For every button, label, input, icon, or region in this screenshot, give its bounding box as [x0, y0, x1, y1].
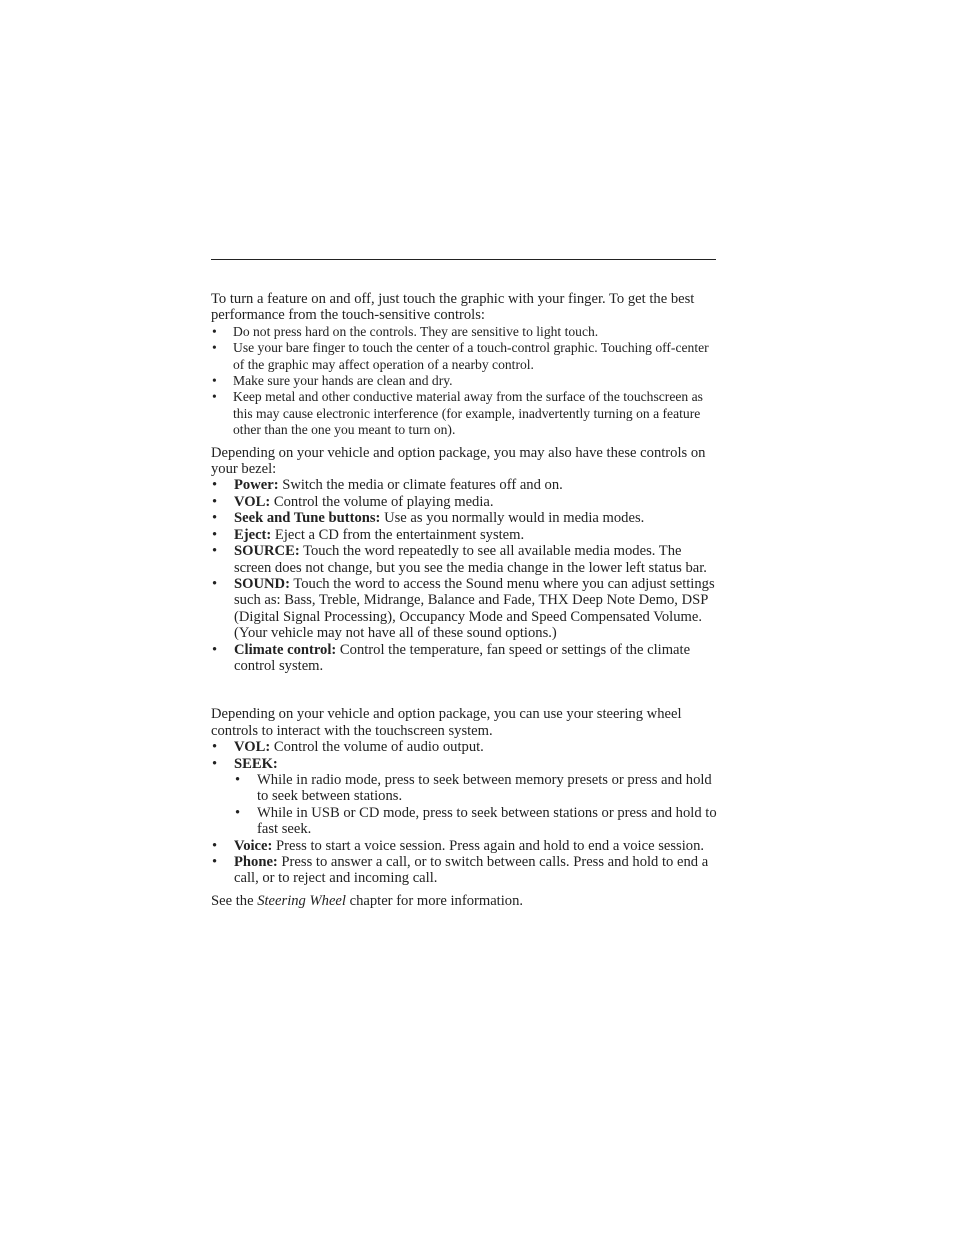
item-text: Touch the word to access the Sound menu where you can adjust settings such as: Bass, Treble, Midrange, Balance and Fade, THX Deep Note Demo, DSP (Digital Signal Processing), Occupancy Mode and Speed Compensated Volume. (Your vehicle may not have all of these sound options.): [234, 575, 715, 642]
list-item: [211, 510, 717, 526]
item-label: VOL:: [234, 493, 271, 510]
steering-controls-list: [211, 739, 717, 887]
steering-intro: Depending on your vehicle and option package, you can use your steering wheel controls to interact with the touchscreen system.: [211, 706, 682, 739]
bezel-intro: Depending on your vehicle and option package, you may also have these controls on your bezel:: [211, 444, 706, 478]
item-label: Eject:: [234, 526, 272, 543]
item-label: Phone:: [234, 854, 278, 870]
see-also-note: [211, 893, 717, 909]
item-label: VOL:: [234, 739, 271, 756]
list-item: [211, 756, 717, 838]
list-item: [211, 642, 717, 675]
item-label: SEEK:: [234, 755, 278, 772]
item-label: Power:: [234, 477, 279, 494]
list-item: • Use your bare finger to touch the center of a touch-control graphic. Touching off-center of the graphic may affect operation of a nearby control.: [211, 340, 717, 373]
list-item: [211, 527, 717, 543]
list-item: [211, 576, 717, 642]
page-body: [211, 291, 717, 909]
item-text: Use as you normally would in media modes.: [380, 510, 645, 527]
see-also-after: chapter for more information.: [345, 892, 524, 909]
item-text: Touch the word repeatedly to see all available media modes. The screen does not change, but you see the media change in the lower left status bar.: [234, 543, 707, 576]
item-label: Seek and Tune buttons:: [234, 510, 381, 527]
list-item: [211, 477, 717, 493]
item-label: SOURCE:: [234, 543, 300, 560]
item-label: Climate control:: [234, 641, 337, 658]
list-item: • Make sure your hands are clean and dry.: [211, 373, 717, 389]
list-item: • While in USB or CD mode, press to seek between stations or press and hold to fast seek.: [234, 805, 717, 838]
list-item: [211, 739, 717, 755]
list-item: [211, 838, 717, 854]
item-text: Press to answer a call, or to switch between calls. Press and hold to end a call, or to reject and incoming call.: [234, 854, 709, 887]
item-text: Switch the media or climate features off and on.: [278, 477, 563, 494]
item-text: Eject a CD from the entertainment system.: [271, 526, 525, 543]
item-text: Control the temperature, fan speed or settings of the climate control system.: [234, 641, 691, 674]
list-item: • While in radio mode, press to seek between memory presets or press and hold to seek between stations.: [234, 772, 717, 805]
touch-tips-list: [211, 324, 717, 439]
list-item: [211, 494, 717, 510]
item-label: Voice:: [234, 837, 273, 854]
list-item: [211, 543, 717, 576]
item-text: Press to start a voice session. Press again and hold to end a voice session.: [272, 837, 705, 854]
header-rule: [211, 259, 716, 260]
touch-intro: To turn a feature on and off, just touch the graphic with your finger. To get the best performance from the touch-sensitive controls:: [211, 291, 695, 324]
list-item: • Keep metal and other conductive material away from the surface of the touchscreen as this may cause electronic interference (for example, inadvertently turning on a feature other than the one you meant to turn on).: [211, 389, 717, 438]
bezel-controls-list: [211, 477, 717, 674]
item-text: Control the volume of playing media.: [270, 493, 494, 510]
seek-sublist: [234, 772, 717, 838]
list-item: [211, 854, 717, 887]
item-label: SOUND:: [234, 575, 290, 592]
list-item: • Do not press hard on the controls. They are sensitive to light touch.: [211, 324, 717, 340]
chapter-reference: Steering Wheel: [257, 892, 346, 909]
item-text: Control the volume of audio output.: [270, 739, 484, 756]
see-also-before: See the: [211, 892, 258, 909]
